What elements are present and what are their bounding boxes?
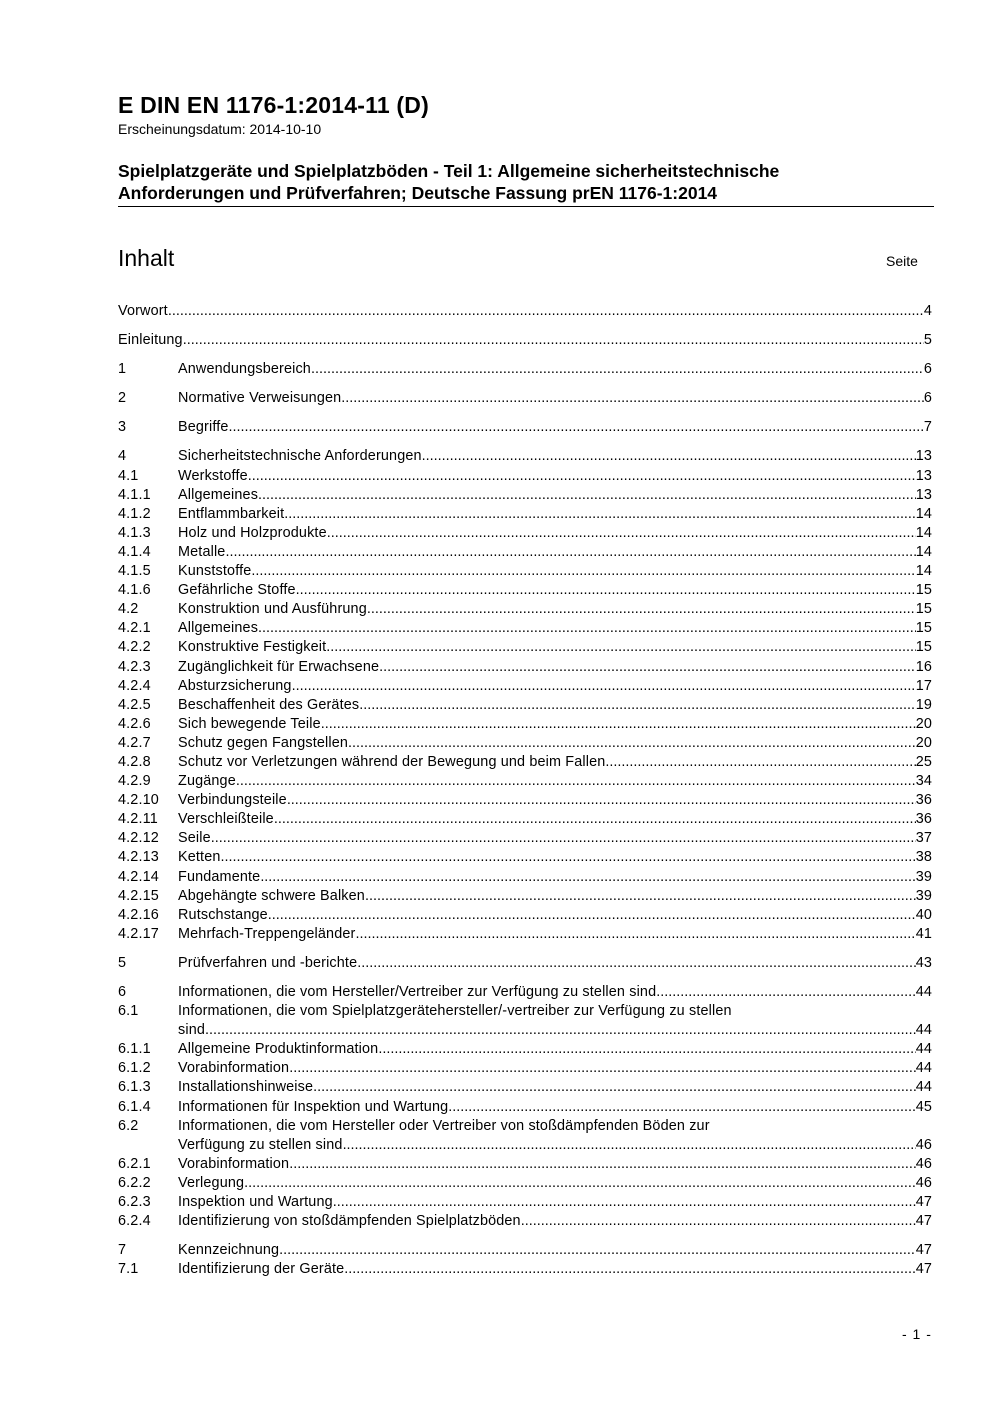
- toc-entry-number: 4.2.4: [118, 677, 151, 694]
- toc-entry[interactable]: [118, 1174, 932, 1193]
- toc-entry-page: 13: [915, 486, 932, 503]
- toc-entry-label: Fundamente: [178, 868, 261, 885]
- toc-entry[interactable]: [118, 543, 932, 562]
- toc-entry-number: 4.1.3: [118, 524, 151, 541]
- toc-entry-number: 6: [118, 984, 127, 1000]
- toc-dot-leader: [357, 954, 915, 973]
- toc-entry-number: 4.1.2: [118, 505, 151, 522]
- toc-dot-leader: [292, 677, 916, 696]
- toc-entry-page: 38: [915, 849, 932, 866]
- toc-dot-leader: [225, 543, 915, 562]
- toc-dot-leader: [379, 658, 916, 677]
- toc-dot-leader: [359, 696, 915, 715]
- toc-entry-number: 6.2.2: [118, 1174, 151, 1191]
- toc-entry-number: 4.2.8: [118, 753, 151, 770]
- toc-entry-label: Seile: [178, 830, 211, 847]
- toc-entry-page: 46: [915, 1136, 932, 1153]
- toc-entry-page: 44: [915, 1079, 932, 1096]
- toc-dot-leader: [248, 467, 916, 486]
- toc-entry[interactable]: [118, 1212, 932, 1231]
- toc-entry-label: Identifizierung der Geräte: [178, 1261, 345, 1278]
- toc-entry-number: 4.2.2: [118, 639, 151, 656]
- toc-dot-leader: [205, 1021, 916, 1040]
- toc-entry-label: Werkstoffe: [178, 467, 248, 484]
- toc-entry-page: 4: [923, 303, 932, 319]
- toc-dot-leader: [258, 486, 916, 505]
- toc-entry-label: Beschaffenheit des Gerätes: [178, 696, 360, 713]
- toc-entry-number: 4.2.1: [118, 620, 151, 637]
- toc-entry-number: 4.2.15: [118, 887, 159, 904]
- toc-entry-label: Entflammbarkeit: [178, 505, 285, 522]
- toc-entry-label: Identifizierung von stoßdämpfenden Spielplatzböden: [178, 1213, 521, 1230]
- toc-entry-label: Kunststoffe: [178, 563, 252, 580]
- toc-entry-page: 46: [915, 1174, 932, 1191]
- toc-entry-continuation[interactable]: [118, 1021, 932, 1040]
- toc-entry-label: Verlegung: [178, 1174, 245, 1191]
- toc-entry[interactable]: [118, 581, 932, 600]
- title-divider: [118, 206, 934, 207]
- toc-dot-leader: [321, 715, 916, 734]
- toc-entry[interactable]: [118, 360, 932, 379]
- toc-entry[interactable]: [118, 810, 932, 829]
- toc-entry-label: Begriffe: [178, 419, 229, 436]
- toc-entry[interactable]: [118, 389, 932, 408]
- toc-entry-page: 16: [915, 658, 932, 675]
- toc-entry-page: 46: [915, 1155, 932, 1172]
- toc-entry-label: Allgemeine Produktinformation: [178, 1041, 379, 1058]
- toc-entry[interactable]: [118, 600, 932, 619]
- toc-entry[interactable]: [118, 848, 932, 867]
- toc-dot-leader: [251, 562, 915, 581]
- toc-dot-leader: [287, 791, 916, 810]
- toc-entry-page: 25: [915, 753, 932, 770]
- toc-dot-leader: [365, 887, 916, 906]
- toc-entry[interactable]: [118, 753, 932, 772]
- document-title-line-1: Spielplatzgeräte und Spielplatzböden - Teil 1: Allgemeine sicherheitstechnische: [118, 161, 780, 181]
- toc-entry-label: Informationen, die vom Spielplatzgerätehersteller/-vertreiber zur Verfügung zu stellen: [178, 1003, 732, 1020]
- toc-entry-label: Normative Verweisungen: [178, 390, 342, 407]
- toc-entry-number: 7: [118, 1242, 127, 1259]
- toc-entry-page: 44: [915, 1060, 932, 1077]
- toc-entry-page: 45: [915, 1098, 932, 1115]
- toc-entry-label: Zugänglichkeit für Erwachsene: [178, 658, 380, 675]
- toc-entry[interactable]: [118, 302, 932, 321]
- toc-entry-page: 37: [915, 830, 932, 847]
- toc-entry-number: 6.1.3: [118, 1079, 151, 1096]
- toc-entry-label: Absturzsicherung: [178, 677, 292, 694]
- toc-dot-leader: [221, 848, 916, 867]
- toc-dot-leader: [327, 524, 916, 543]
- toc-entry-number: 6.1: [118, 1003, 139, 1020]
- toc-entry[interactable]: [118, 1193, 932, 1212]
- toc-dot-leader: [422, 447, 916, 466]
- toc-entry[interactable]: [118, 734, 932, 753]
- toc-entry-number: 4.2.11: [118, 811, 158, 828]
- toc-entry-number: 4.2.7: [118, 734, 151, 751]
- toc-entry-label: Konstruktive Festigkeit: [178, 639, 327, 656]
- toc-entry[interactable]: [118, 1155, 932, 1174]
- toc-dot-leader: [274, 810, 916, 829]
- toc-dot-leader: [355, 925, 915, 944]
- toc-entry-number: 7.1: [118, 1261, 139, 1278]
- toc-entry[interactable]: [118, 868, 932, 887]
- toc-dot-leader: [656, 983, 915, 1002]
- toc-entry-label-continued: Verfügung zu stellen sind: [178, 1136, 343, 1153]
- toc-entry-page: 17: [915, 677, 932, 694]
- toc-entry-number: 6.2.3: [118, 1194, 151, 1211]
- toc-dot-leader: [244, 1174, 916, 1193]
- toc-entry-label: Vorabinformation: [178, 1060, 290, 1077]
- toc-dot-leader: [605, 753, 915, 772]
- toc-entry-page: 13: [915, 448, 932, 465]
- toc-entry-number: 4.2.17: [118, 925, 159, 942]
- toc-entry[interactable]: [118, 418, 932, 437]
- toc-entry-page: 7: [923, 419, 932, 436]
- toc-dot-leader: [367, 600, 916, 619]
- toc-entry-page: 40: [915, 906, 932, 923]
- toc-entry-number: 4: [118, 448, 127, 465]
- toc-entry-page: 14: [915, 524, 932, 541]
- toc-entry-page: 44: [915, 1041, 932, 1058]
- toc-entry-label: Vorwort: [118, 303, 168, 319]
- toc-dot-leader: [333, 1193, 916, 1212]
- toc-entry-page: 47: [915, 1213, 932, 1230]
- toc-entry-page: 5: [923, 332, 932, 349]
- toc-entry-label: Mehrfach-Treppengeländer: [178, 925, 356, 942]
- toc-entry-label: Abgehängte schwere Balken: [178, 887, 365, 904]
- toc-entry-number: 4.2.9: [118, 773, 151, 790]
- toc-dot-leader: [168, 302, 924, 321]
- toc-entry[interactable]: [118, 906, 932, 925]
- toc-dot-leader: [311, 360, 924, 379]
- toc-entry[interactable]: [118, 887, 932, 906]
- toc-entry-page: 13: [915, 467, 932, 484]
- toc-entry-page: 47: [915, 1194, 932, 1211]
- toc-entry[interactable]: [118, 658, 932, 677]
- toc-entry-page: 34: [915, 773, 932, 790]
- toc-entry-number: 4.2.16: [118, 906, 159, 923]
- toc-entry-label: Installationshinweise: [178, 1079, 314, 1096]
- toc-entry-page: 43: [915, 954, 932, 971]
- toc-dot-leader: [211, 829, 916, 848]
- toc-dot-leader: [258, 619, 916, 638]
- toc-entry-label: Rutschstange: [178, 906, 268, 923]
- toc-entry-label: Schutz gegen Fangstellen: [178, 734, 349, 751]
- toc-entry[interactable]: [118, 505, 932, 524]
- toc-entry-label: Anwendungsbereich: [178, 361, 311, 378]
- toc-entry[interactable]: [118, 772, 932, 791]
- toc-entry-label: Inspektion und Wartung: [178, 1194, 333, 1211]
- toc-dot-leader: [289, 1059, 915, 1078]
- toc-entry[interactable]: [118, 1241, 932, 1260]
- toc-entry[interactable]: [118, 983, 932, 1002]
- toc-entry-label: Allgemeines: [178, 620, 259, 637]
- toc-entry-page: 39: [915, 868, 932, 885]
- toc-entry-page: 44: [915, 984, 932, 1000]
- toc-dot-leader: [289, 1155, 915, 1174]
- toc-entry[interactable]: [118, 447, 932, 466]
- toc-entry-label: Verbindungsteile: [178, 792, 287, 809]
- toc-dot-leader: [448, 1098, 915, 1117]
- toc-entry-number: 4.1.4: [118, 543, 151, 560]
- toc-entry-label: Sich bewegende Teile: [178, 715, 321, 732]
- publication-date: Erscheinungsdatum: 2014-10-10: [118, 121, 322, 137]
- toc-entry-number: 4.2.14: [118, 868, 159, 885]
- toc-entry-label: Vorabinformation: [178, 1155, 290, 1172]
- toc-entry-continuation[interactable]: [118, 1136, 932, 1155]
- toc-entry-label: Gefährliche Stoffe: [178, 582, 296, 599]
- toc-entry-number: 4.2.10: [118, 792, 159, 809]
- toc-dot-leader: [343, 1136, 916, 1155]
- table-of-contents: [118, 302, 932, 1279]
- toc-dot-leader: [326, 638, 915, 657]
- toc-entry-page: 6: [923, 390, 932, 407]
- toc-dot-leader: [229, 418, 924, 437]
- toc-heading: Inhalt: [118, 245, 175, 271]
- toc-entry-page: 20: [915, 715, 932, 732]
- toc-entry-number: 4.1.1: [118, 486, 151, 503]
- toc-dot-leader: [296, 581, 916, 600]
- toc-entry[interactable]: [118, 715, 932, 734]
- toc-entry-number: 4.2.13: [118, 849, 159, 866]
- toc-entry[interactable]: [118, 638, 932, 657]
- toc-entry-page: 36: [915, 811, 932, 828]
- toc-entry-page: 41: [915, 925, 932, 942]
- toc-entry-number: 4.2.3: [118, 658, 151, 675]
- toc-entry-label: Informationen, die vom Hersteller/Vertreiber zur Verfügung zu stellen sind: [178, 984, 657, 1000]
- toc-entry-label: Kennzeichnung: [178, 1242, 280, 1259]
- toc-entry-number: 4.1.5: [118, 563, 151, 580]
- toc-entry-page: 47: [915, 1242, 932, 1259]
- toc-entry-label: Konstruktion und Ausführung: [178, 601, 367, 618]
- toc-entry-number: 1: [118, 361, 127, 378]
- toc-dot-leader: [521, 1212, 916, 1231]
- toc-entry-number: 6.1.2: [118, 1060, 151, 1077]
- toc-entry[interactable]: [118, 486, 932, 505]
- toc-entry-label: Zugänge: [178, 773, 236, 790]
- document-title: [118, 160, 938, 204]
- toc-entry-page: 15: [915, 620, 932, 637]
- toc-entry-page: 47: [915, 1261, 932, 1278]
- toc-dot-leader: [378, 1040, 915, 1059]
- toc-entry-page: 6: [923, 361, 932, 378]
- toc-entry-number: 2: [118, 390, 127, 407]
- document-id: E DIN EN 1176-1:2014-11 (D): [118, 92, 429, 118]
- toc-entry[interactable]: [118, 696, 932, 715]
- toc-dot-leader: [284, 505, 915, 524]
- toc-dot-leader: [313, 1078, 916, 1097]
- toc-entry-label: Informationen für Inspektion und Wartung: [178, 1098, 449, 1115]
- toc-entry-page: 36: [915, 792, 932, 809]
- toc-entry-number: 6.2.1: [118, 1155, 151, 1172]
- toc-entry-number: 4.2.5: [118, 696, 151, 713]
- toc-entry[interactable]: [118, 1078, 932, 1097]
- toc-dot-leader: [183, 331, 924, 350]
- toc-entry-label: Sicherheitstechnische Anforderungen: [178, 448, 422, 465]
- toc-entry[interactable]: [118, 925, 932, 944]
- toc-entry-number: 6.1.4: [118, 1098, 151, 1115]
- toc-entry-label: Metalle: [178, 543, 226, 560]
- toc-entry-label: Prüfverfahren und -berichte: [178, 954, 358, 971]
- toc-entry[interactable]: [118, 562, 932, 581]
- toc-entry-number: 4.2.12: [118, 830, 159, 847]
- toc-entry-page: 14: [915, 543, 932, 560]
- toc-entry[interactable]: [118, 791, 932, 810]
- toc-entry[interactable]: [118, 1117, 932, 1136]
- toc-entry-number: 4.1.6: [118, 582, 151, 599]
- toc-entry-page: 14: [915, 563, 932, 580]
- toc-entry-number: 4.1: [118, 467, 139, 484]
- toc-entry-page: 20: [915, 734, 932, 751]
- toc-entry-number: 4.2.6: [118, 715, 151, 732]
- toc-entry[interactable]: [118, 619, 932, 638]
- toc-entry[interactable]: [118, 1098, 932, 1117]
- toc-entry[interactable]: [118, 524, 932, 543]
- toc-entry-page: 44: [915, 1022, 932, 1039]
- toc-page-column-label: Seite: [886, 253, 918, 269]
- toc-entry[interactable]: [118, 677, 932, 696]
- toc-entry-page: 39: [915, 887, 932, 904]
- toc-entry[interactable]: [118, 1002, 932, 1021]
- toc-entry-label: Informationen, die vom Hersteller oder Vertreiber von stoßdämpfenden Böden zur: [178, 1117, 710, 1134]
- toc-entry-page: 14: [915, 505, 932, 522]
- toc-entry[interactable]: [118, 1059, 932, 1078]
- toc-dot-leader: [279, 1241, 916, 1260]
- toc-entry[interactable]: [118, 1260, 932, 1279]
- toc-entry-page: 19: [915, 696, 932, 713]
- toc-entry-page: 15: [915, 582, 932, 599]
- toc-entry-label: Schutz vor Verletzungen während der Bewegung und beim Fallen: [178, 753, 606, 770]
- toc-entry[interactable]: [118, 467, 932, 486]
- toc-entry-number: 3: [118, 419, 127, 436]
- toc-entry-number: 6.2.4: [118, 1213, 151, 1230]
- toc-entry-number: 4.2: [118, 601, 139, 618]
- toc-dot-leader: [260, 868, 915, 887]
- toc-dot-leader: [344, 1260, 915, 1279]
- toc-entry-number: 5: [118, 954, 127, 971]
- toc-entry-page: 15: [915, 639, 932, 656]
- toc-entry-label: Einleitung: [118, 332, 183, 349]
- toc-entry[interactable]: [118, 829, 932, 848]
- toc-dot-leader: [341, 389, 924, 408]
- document-title-line-2: Anforderungen und Prüfverfahren; Deutsche Fassung prEN 1176-1:2014: [118, 183, 718, 203]
- toc-entry-page: 15: [915, 601, 932, 618]
- toc-dot-leader: [236, 772, 916, 791]
- toc-entry[interactable]: [118, 1040, 932, 1059]
- toc-dot-leader: [268, 906, 916, 925]
- toc-entry-label-continued: sind: [178, 1022, 205, 1039]
- toc-entry-label: Ketten: [178, 849, 221, 866]
- toc-entry-number: 6.2: [118, 1117, 139, 1134]
- page-number: - 1 -: [902, 1326, 932, 1342]
- toc-entry[interactable]: [118, 331, 932, 350]
- toc-entry-label: Allgemeines: [178, 486, 259, 503]
- toc-entry-label: Verschleißteile: [178, 811, 274, 828]
- toc-entry-label: Holz und Holzprodukte: [178, 524, 327, 541]
- toc-dot-leader: [348, 734, 916, 753]
- toc-entry-number: 6.1.1: [118, 1041, 151, 1058]
- toc-entry[interactable]: [118, 954, 932, 973]
